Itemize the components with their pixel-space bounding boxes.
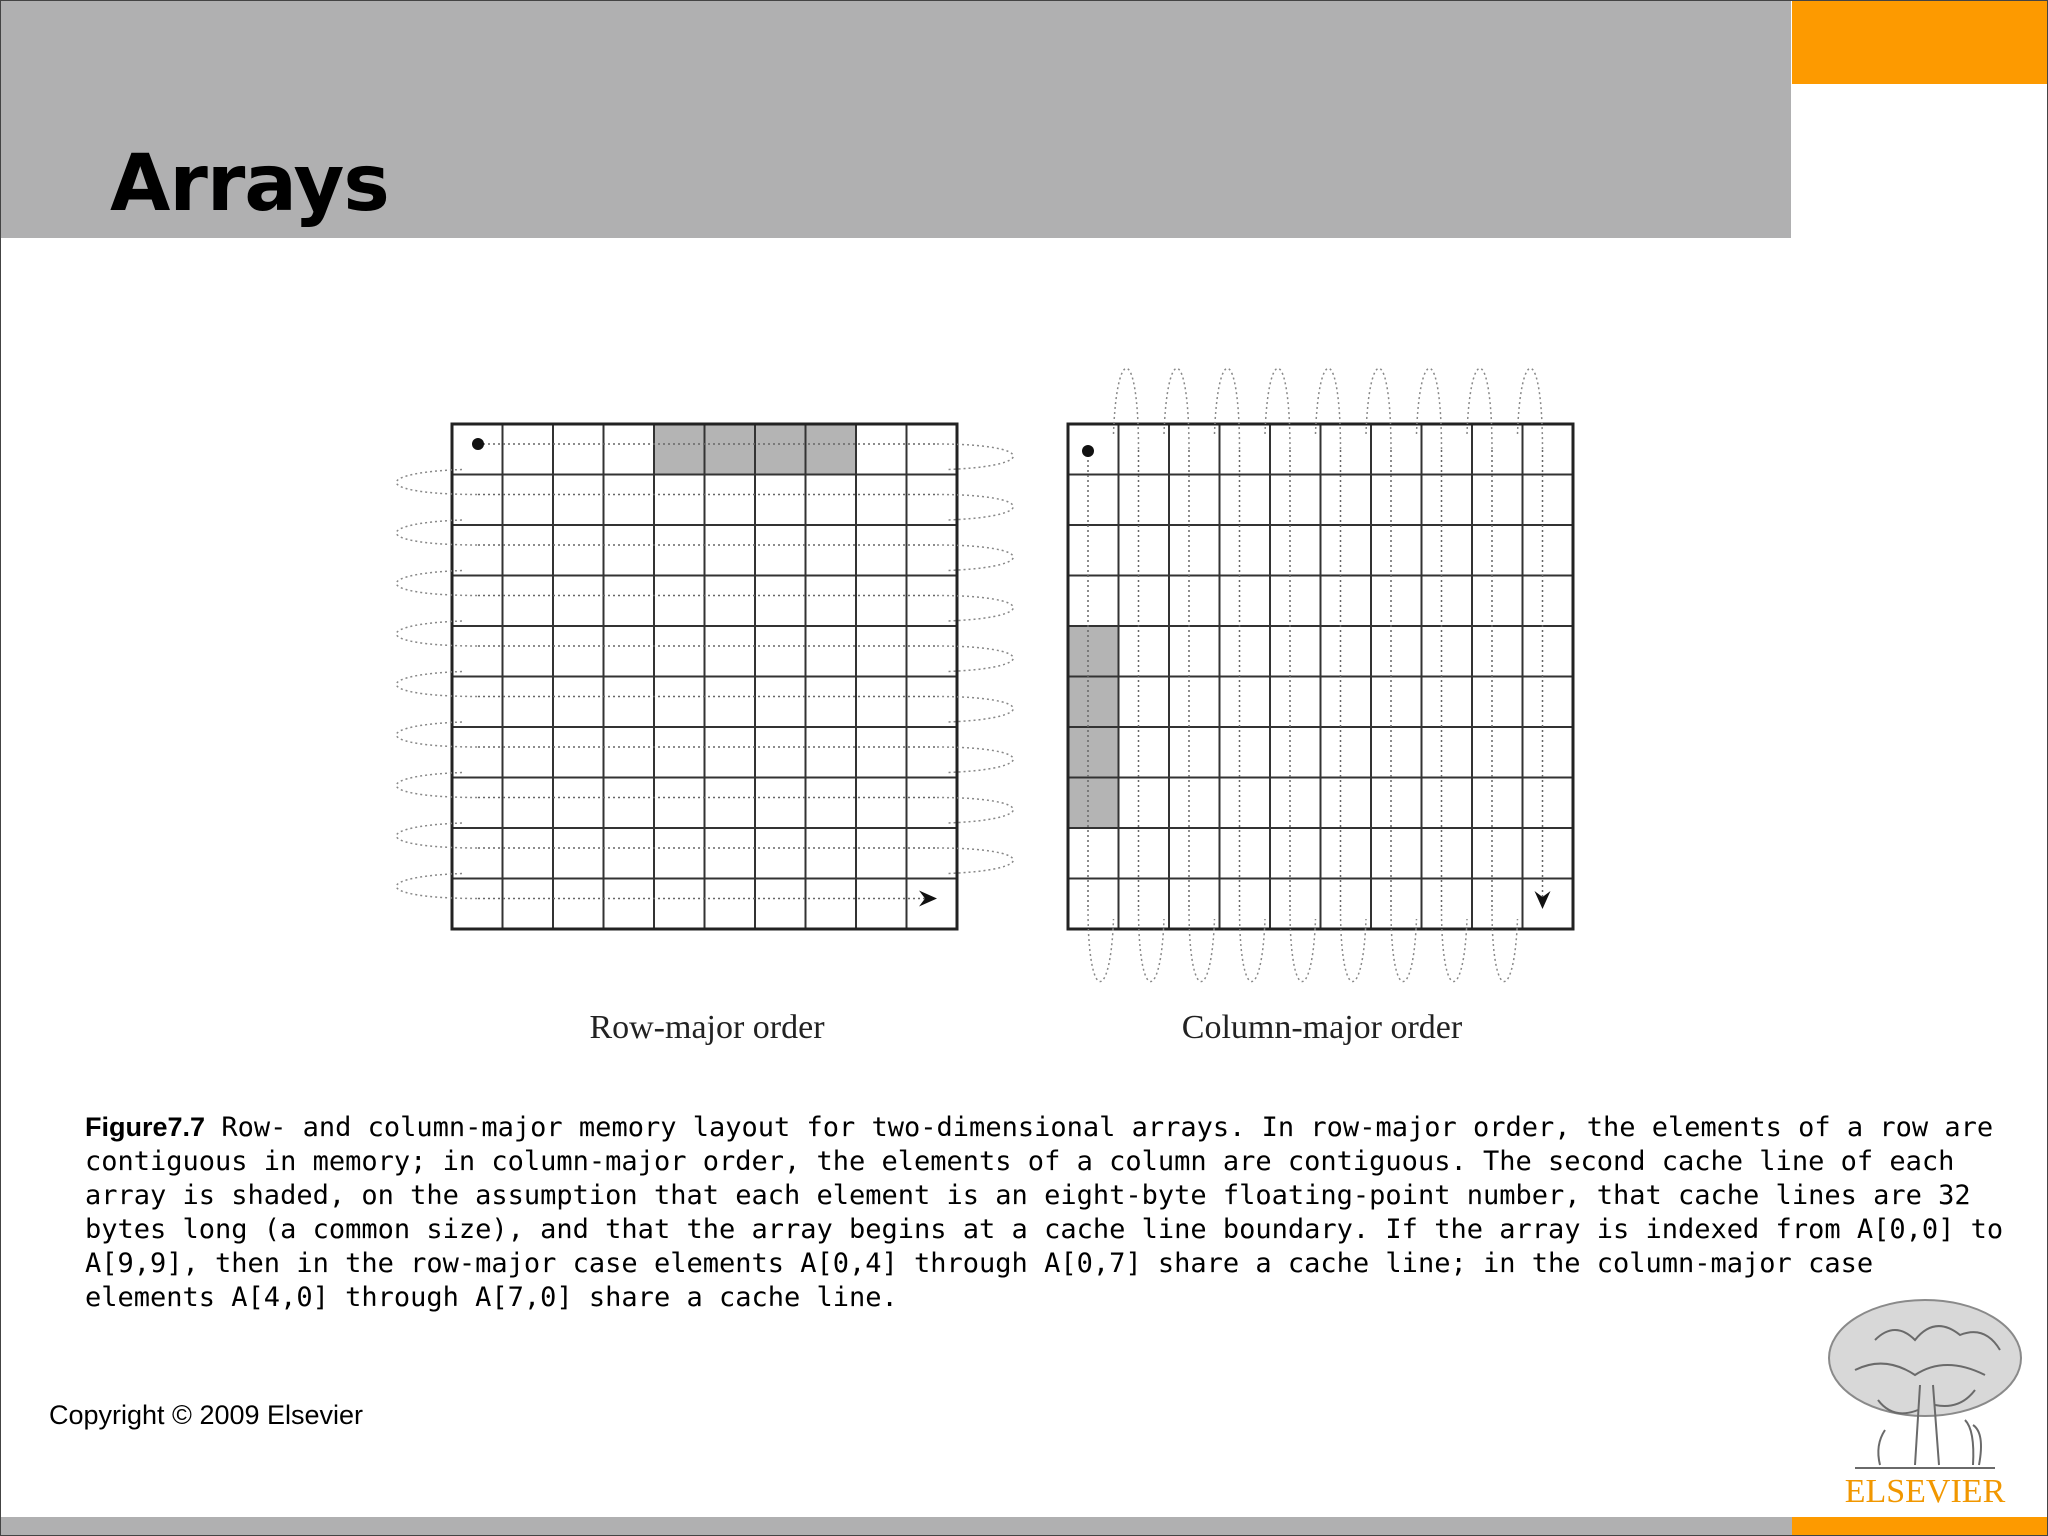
column-major-cell <box>1523 727 1574 778</box>
row-major-cell <box>856 626 907 677</box>
row-major-cell <box>604 424 655 475</box>
column-major-cell <box>1220 778 1271 829</box>
row-major-cell <box>503 626 554 677</box>
row-major-cell <box>806 576 857 627</box>
column-major-cell <box>1523 879 1574 930</box>
column-major-cell <box>1472 677 1523 728</box>
column-major-cell <box>1220 525 1271 576</box>
row-major-cell <box>604 576 655 627</box>
column-major-cell <box>1523 525 1574 576</box>
row-major-cell <box>604 778 655 829</box>
column-major-cell <box>1270 475 1321 526</box>
row-major-cell <box>553 778 604 829</box>
row-major-cell <box>654 525 705 576</box>
row-major-cell <box>907 475 958 526</box>
row-major-cell <box>907 879 958 930</box>
row-major-cell <box>503 424 554 475</box>
column-major-cell <box>1169 879 1220 930</box>
figure-caption <box>85 1110 2005 1315</box>
column-major-cell <box>1371 778 1422 829</box>
row-major-cell <box>907 576 958 627</box>
column-major-cell <box>1220 576 1271 627</box>
column-major-cell <box>1321 727 1372 778</box>
row-major-cell <box>452 727 503 778</box>
column-major-cell <box>1321 576 1372 627</box>
column-major-cell <box>1068 879 1119 930</box>
row-major-cell <box>755 828 806 879</box>
column-major-cell <box>1270 778 1321 829</box>
column-major-cell <box>1068 626 1119 677</box>
row-major-label: Row-major order <box>589 1009 825 1046</box>
row-major-cell <box>755 626 806 677</box>
column-major-cell <box>1371 879 1422 930</box>
column-major-cell <box>1270 828 1321 879</box>
row-major-cell <box>604 828 655 879</box>
row-major-cell <box>907 677 958 728</box>
column-major-cell <box>1422 626 1473 677</box>
row-major-cell <box>755 424 806 475</box>
column-major-cell <box>1119 626 1170 677</box>
row-major-cell <box>705 677 756 728</box>
row-major-cell <box>755 475 806 526</box>
column-major-cell <box>1472 525 1523 576</box>
row-major-cell <box>654 475 705 526</box>
row-major-cell <box>705 576 756 627</box>
row-major-cell <box>755 677 806 728</box>
caption-text: Row- and column-major memory layout for two-dimensional arrays. In row-major order, the elements of a row are contiguous in memory; in column-major order, the elements of a column are contiguous. The second cache line of each array is shaded, on the assumption that each element is an eight-byte floating-point number, that cache lines are 32 bytes long (a common size), and that the array begins at a cache line boundary. If the array is indexed from A[0,0] to A[9,9], then in the row-major case elements A[0,4] through A[0,7] share a cache line; in the column-major case elements A[4,0] through A[7,0] share a cache line. <box>85 1112 2004 1313</box>
column-major-cell <box>1422 424 1473 475</box>
bottom-accent <box>1792 1517 2047 1535</box>
column-major-start-dot <box>1082 445 1094 457</box>
row-major-cell <box>806 828 857 879</box>
row-major-cell <box>503 828 554 879</box>
row-major-cell <box>907 626 958 677</box>
column-major-cell <box>1119 677 1170 728</box>
column-major-cell <box>1270 424 1321 475</box>
column-major-cell <box>1270 879 1321 930</box>
row-major-cell <box>755 879 806 930</box>
row-major-cell <box>452 828 503 879</box>
row-major-cell <box>755 576 806 627</box>
column-major-cell <box>1523 576 1574 627</box>
column-major-cell <box>1321 475 1372 526</box>
row-major-cell <box>604 475 655 526</box>
row-major-cell <box>503 525 554 576</box>
row-major-cell <box>705 626 756 677</box>
column-major-cell <box>1321 626 1372 677</box>
row-major-cell <box>503 677 554 728</box>
figure-number: Figure7.7 <box>85 1112 206 1142</box>
column-major-cell <box>1169 828 1220 879</box>
row-major-cell <box>553 828 604 879</box>
column-major-cell <box>1220 879 1271 930</box>
row-major-cell <box>553 727 604 778</box>
row-major-cell <box>553 879 604 930</box>
column-major-cell <box>1169 525 1220 576</box>
column-major-cell <box>1523 424 1574 475</box>
row-major-cell <box>705 879 756 930</box>
row-major-cell <box>553 626 604 677</box>
row-major-cell <box>452 626 503 677</box>
column-major-cell <box>1472 626 1523 677</box>
column-major-cell <box>1321 525 1372 576</box>
column-major-cell <box>1169 576 1220 627</box>
elsevier-tree-logo <box>1815 1290 2035 1510</box>
slide-title: Arrays <box>110 139 389 229</box>
row-major-cell <box>705 828 756 879</box>
row-major-cell <box>503 778 554 829</box>
row-major-cell <box>452 475 503 526</box>
row-major-cell <box>503 727 554 778</box>
column-major-cell <box>1220 828 1271 879</box>
row-major-cell <box>503 576 554 627</box>
column-major-grid <box>1068 368 1573 981</box>
row-major-cell <box>452 677 503 728</box>
row-major-cell <box>907 828 958 879</box>
column-major-cell <box>1169 778 1220 829</box>
row-major-cell <box>654 626 705 677</box>
row-major-cell <box>856 778 907 829</box>
column-major-cell <box>1220 677 1271 728</box>
column-major-cell <box>1523 626 1574 677</box>
column-major-cell <box>1472 475 1523 526</box>
row-major-cell <box>856 424 907 475</box>
row-major-start-dot <box>472 438 484 450</box>
column-major-cell <box>1523 778 1574 829</box>
column-major-cell <box>1472 424 1523 475</box>
row-major-cell <box>503 475 554 526</box>
row-major-cell <box>604 879 655 930</box>
column-major-cell <box>1422 525 1473 576</box>
row-major-cell <box>705 424 756 475</box>
column-major-cell <box>1270 576 1321 627</box>
column-major-cell <box>1321 828 1372 879</box>
row-major-cell <box>755 727 806 778</box>
row-major-cell <box>806 475 857 526</box>
row-major-cell <box>755 525 806 576</box>
row-major-cell <box>907 727 958 778</box>
column-major-cell <box>1472 727 1523 778</box>
row-major-cell <box>654 576 705 627</box>
column-major-cell <box>1119 879 1170 930</box>
row-major-cell <box>705 727 756 778</box>
row-major-cell <box>654 727 705 778</box>
row-major-cell <box>553 475 604 526</box>
row-major-cell <box>553 424 604 475</box>
column-major-cell <box>1270 525 1321 576</box>
row-major-cell <box>654 879 705 930</box>
row-major-cell <box>907 424 958 475</box>
column-major-cell <box>1119 828 1170 879</box>
row-major-cell <box>856 879 907 930</box>
row-major-cell <box>503 879 554 930</box>
row-major-cell <box>452 879 503 930</box>
column-major-cell <box>1169 727 1220 778</box>
column-major-cell <box>1321 879 1372 930</box>
column-major-cell <box>1371 626 1422 677</box>
row-major-cell <box>907 778 958 829</box>
column-major-cell <box>1220 727 1271 778</box>
column-major-cell <box>1422 828 1473 879</box>
row-major-grid <box>396 424 1013 929</box>
column-major-cell <box>1371 576 1422 627</box>
column-major-cell <box>1270 727 1321 778</box>
column-major-cell <box>1523 828 1574 879</box>
row-major-cell <box>604 677 655 728</box>
column-major-cell <box>1321 778 1372 829</box>
column-major-cell <box>1119 424 1170 475</box>
row-major-cell <box>553 677 604 728</box>
column-major-cell <box>1119 475 1170 526</box>
column-major-cell <box>1422 677 1473 728</box>
column-major-label: Column-major order <box>1181 1009 1463 1046</box>
row-major-cell <box>856 475 907 526</box>
column-major-cell <box>1220 626 1271 677</box>
row-major-cell <box>806 525 857 576</box>
column-major-cell <box>1068 677 1119 728</box>
row-major-cell <box>806 677 857 728</box>
column-major-cell <box>1422 879 1473 930</box>
column-major-cell <box>1068 576 1119 627</box>
column-major-cell <box>1068 828 1119 879</box>
column-major-cell <box>1422 475 1473 526</box>
column-major-cell <box>1472 879 1523 930</box>
row-major-cell <box>654 677 705 728</box>
column-major-cell <box>1422 576 1473 627</box>
bottom-rule <box>1 1517 2047 1535</box>
column-major-cell <box>1068 475 1119 526</box>
column-major-cell <box>1422 778 1473 829</box>
row-major-cell <box>806 879 857 930</box>
row-major-cell <box>604 626 655 677</box>
column-major-cell <box>1270 677 1321 728</box>
column-major-cell <box>1270 626 1321 677</box>
row-major-cell <box>705 475 756 526</box>
column-major-cell <box>1169 626 1220 677</box>
row-major-cell <box>705 778 756 829</box>
column-major-cell <box>1068 525 1119 576</box>
row-major-cell <box>705 525 756 576</box>
column-major-cell <box>1472 828 1523 879</box>
row-major-cell <box>604 727 655 778</box>
column-major-cell <box>1371 424 1422 475</box>
row-major-cell <box>452 576 503 627</box>
column-major-cell <box>1220 475 1271 526</box>
copyright-notice: Copyright © 2009 Elsevier <box>49 1400 364 1430</box>
column-major-cell <box>1119 525 1170 576</box>
row-major-cell <box>755 778 806 829</box>
column-major-cell <box>1068 727 1119 778</box>
row-major-cell <box>604 525 655 576</box>
column-major-cell <box>1119 778 1170 829</box>
column-major-cell <box>1119 576 1170 627</box>
column-major-cell <box>1523 677 1574 728</box>
row-major-cell <box>553 525 604 576</box>
row-major-cell <box>856 677 907 728</box>
row-major-cell <box>452 525 503 576</box>
column-major-cell <box>1472 778 1523 829</box>
column-major-cell <box>1422 727 1473 778</box>
row-major-cell <box>856 727 907 778</box>
row-major-cell <box>654 828 705 879</box>
column-major-cell <box>1169 475 1220 526</box>
row-major-cell <box>856 828 907 879</box>
row-major-cell <box>806 727 857 778</box>
row-major-cell <box>856 525 907 576</box>
row-major-cell <box>806 424 857 475</box>
column-major-cell <box>1371 677 1422 728</box>
row-major-cell <box>553 576 604 627</box>
column-major-cell <box>1169 424 1220 475</box>
row-major-cell <box>654 424 705 475</box>
elsevier-wordmark: ELSEVIER <box>1844 1473 2006 1510</box>
column-major-cell <box>1321 677 1372 728</box>
column-major-cell <box>1371 727 1422 778</box>
column-major-cell <box>1169 677 1220 728</box>
row-major-cell <box>907 525 958 576</box>
column-major-cell <box>1119 727 1170 778</box>
column-major-cell <box>1371 475 1422 526</box>
column-major-cell <box>1068 778 1119 829</box>
column-major-cell <box>1523 475 1574 526</box>
row-major-cell <box>452 778 503 829</box>
row-major-cell <box>856 576 907 627</box>
row-major-cell <box>806 778 857 829</box>
row-major-cell <box>654 778 705 829</box>
column-major-cell <box>1220 424 1271 475</box>
column-major-cell <box>1472 576 1523 627</box>
column-major-cell <box>1371 525 1422 576</box>
column-major-cell <box>1321 424 1372 475</box>
row-major-cell <box>806 626 857 677</box>
column-major-cell <box>1371 828 1422 879</box>
